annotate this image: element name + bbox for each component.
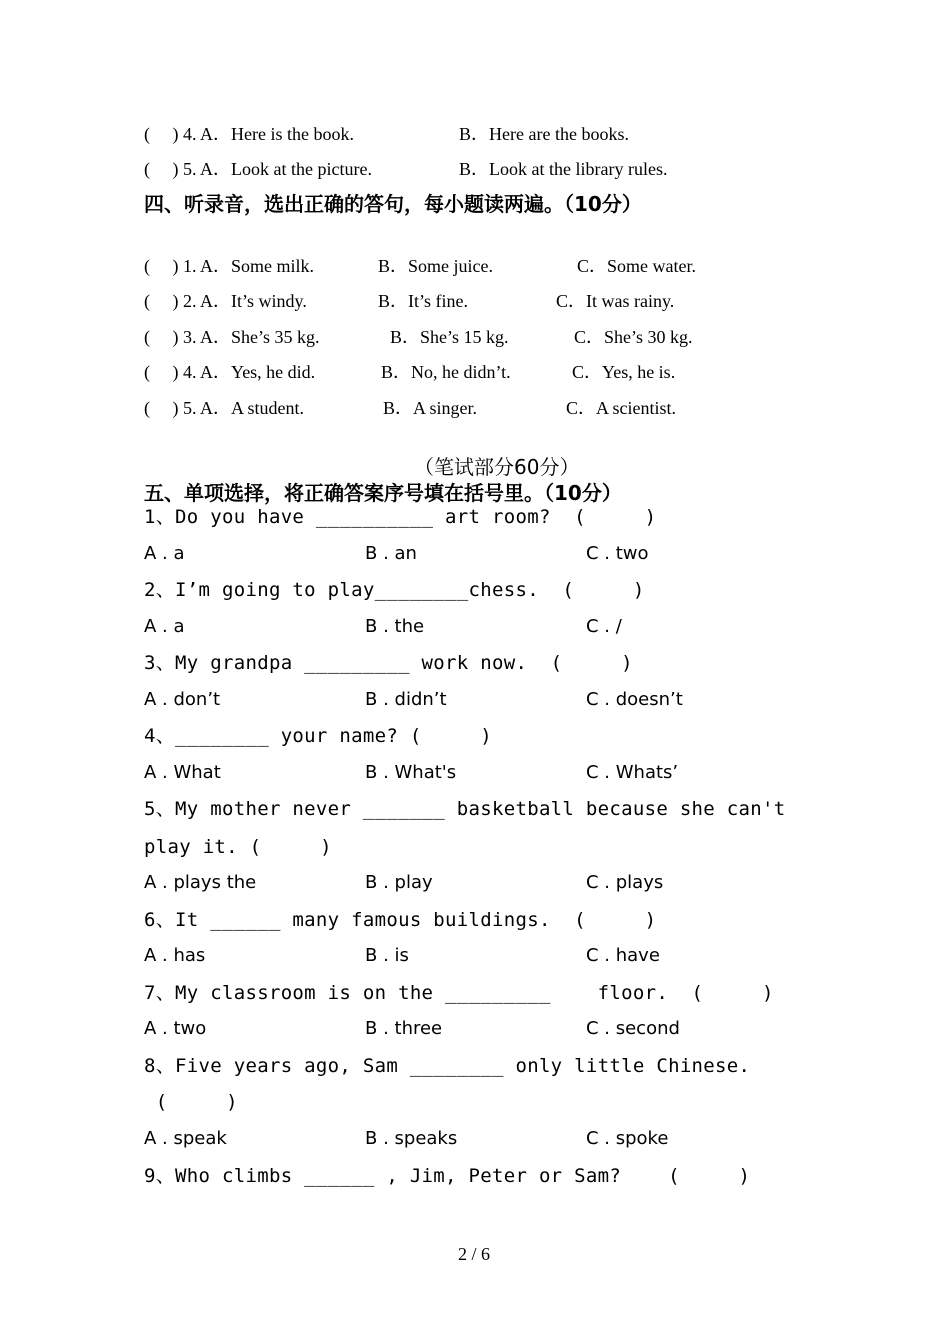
s5-q4-text: 4、________ your name? ( )	[144, 725, 492, 747]
s3-q4-option-b: B．Here are the books.	[459, 124, 629, 144]
s5-q7-option-c: C . second	[586, 1018, 680, 1039]
written-part-title: （笔试部分60分）	[414, 455, 580, 479]
s4-q5-option-b: B．A singer.	[383, 398, 478, 418]
s5-q1-option-c: C . two	[586, 543, 649, 564]
s5-q7-option-b: B . three	[365, 1018, 443, 1039]
s4-q4-option-b: B．No, he didn’t.	[381, 362, 511, 382]
s5-q5-option-a: A . plays the	[144, 872, 257, 893]
s4-q3-option-a: ( ) 3. A．She’s 35 kg.	[144, 327, 320, 347]
s5-q3-option-b: B . didn’t	[365, 689, 447, 710]
s4-q1-option-a: ( ) 1. A．Some milk.	[144, 256, 314, 276]
s5-q9-text: 9、Who climbs ______ , Jim, Peter or Sam? ( )	[144, 1165, 751, 1187]
s5-q8-option-c: C . spoke	[586, 1128, 669, 1149]
s5-q2-option-a: A . a	[144, 616, 185, 637]
s5-q2-text: 2、I’m going to play________chess. ( )	[144, 579, 645, 601]
s5-q5-option-c: C . plays	[586, 872, 664, 893]
s5-q6-text: 6、It ______ many famous buildings. ( )	[144, 909, 657, 931]
s4-q2-option-c: C．It was rainy.	[556, 291, 675, 311]
s5-q6-option-b: B . is	[365, 945, 409, 966]
s5-q4-option-c: C . Whats’	[586, 762, 679, 783]
s5-q5-option-b: B . play	[365, 872, 433, 893]
s5-q5-text: 5、My mother never _______ basketball because she can't	[144, 798, 786, 820]
s4-q2-option-b: B．It’s fine.	[378, 291, 468, 311]
s5-q4-option-b: B . What's	[365, 762, 457, 783]
s4-q5-option-a: ( ) 5. A．A student.	[144, 398, 304, 418]
s4-q4-option-c: C．Yes, he is.	[572, 362, 676, 382]
section5-heading: 五、单项选择，将正确答案序号填在括号里。（10分）	[144, 481, 622, 505]
s3-q5-option-a: ( ) 5. A．Look at the picture.	[144, 159, 372, 179]
s5-q8-text: 8、Five years ago, Sam ________ only little Chinese.	[144, 1055, 751, 1077]
s5-q1-option-b: B . an	[365, 543, 417, 564]
s5-q2-option-c: C . /	[586, 616, 622, 637]
s5-q1-option-a: A . a	[144, 543, 185, 564]
section4-heading: 四、听录音，选出正确的答句，每小题读两遍。（10分）	[144, 192, 642, 216]
s3-q5-option-b: B．Look at the library rules.	[459, 159, 668, 179]
s5-q5-text-cont: play it. ( )	[144, 836, 332, 858]
s4-q3-option-b: B．She’s 15 kg.	[390, 327, 509, 347]
s5-q7-option-a: A . two	[144, 1018, 207, 1039]
s4-q1-option-c: C．Some water.	[577, 256, 696, 276]
s5-q3-option-a: A . don’t	[144, 689, 221, 710]
s5-q6-option-c: C . have	[586, 945, 660, 966]
s4-q1-option-b: B．Some juice.	[378, 256, 493, 276]
s5-q2-option-b: B . the	[365, 616, 425, 637]
s5-q4-option-a: A . What	[144, 762, 221, 783]
s4-q3-option-c: C．She’s 30 kg.	[574, 327, 693, 347]
s5-q8-option-a: A . speak	[144, 1128, 227, 1149]
s5-q3-text: 3、My grandpa _________ work now. ( )	[144, 652, 633, 674]
s5-q8-text-cont: ( )	[144, 1091, 238, 1113]
page-number: 2 / 6	[458, 1244, 491, 1264]
s5-q7-text: 7、My classroom is on the _________ floor. ( )	[144, 982, 774, 1004]
s5-q1-text: 1、Do you have __________ art room? ( )	[144, 506, 657, 528]
s4-q5-option-c: C．A scientist.	[566, 398, 677, 418]
s4-q4-option-a: ( ) 4. A．Yes, he did.	[144, 362, 316, 382]
s5-q8-option-b: B . speaks	[365, 1128, 458, 1149]
s5-q3-option-c: C . doesn’t	[586, 689, 683, 710]
s5-q6-option-a: A . has	[144, 945, 206, 966]
s3-q4-option-a: ( ) 4. A．Here is the book.	[144, 124, 354, 144]
s4-q2-option-a: ( ) 2. A．It’s windy.	[144, 291, 307, 311]
